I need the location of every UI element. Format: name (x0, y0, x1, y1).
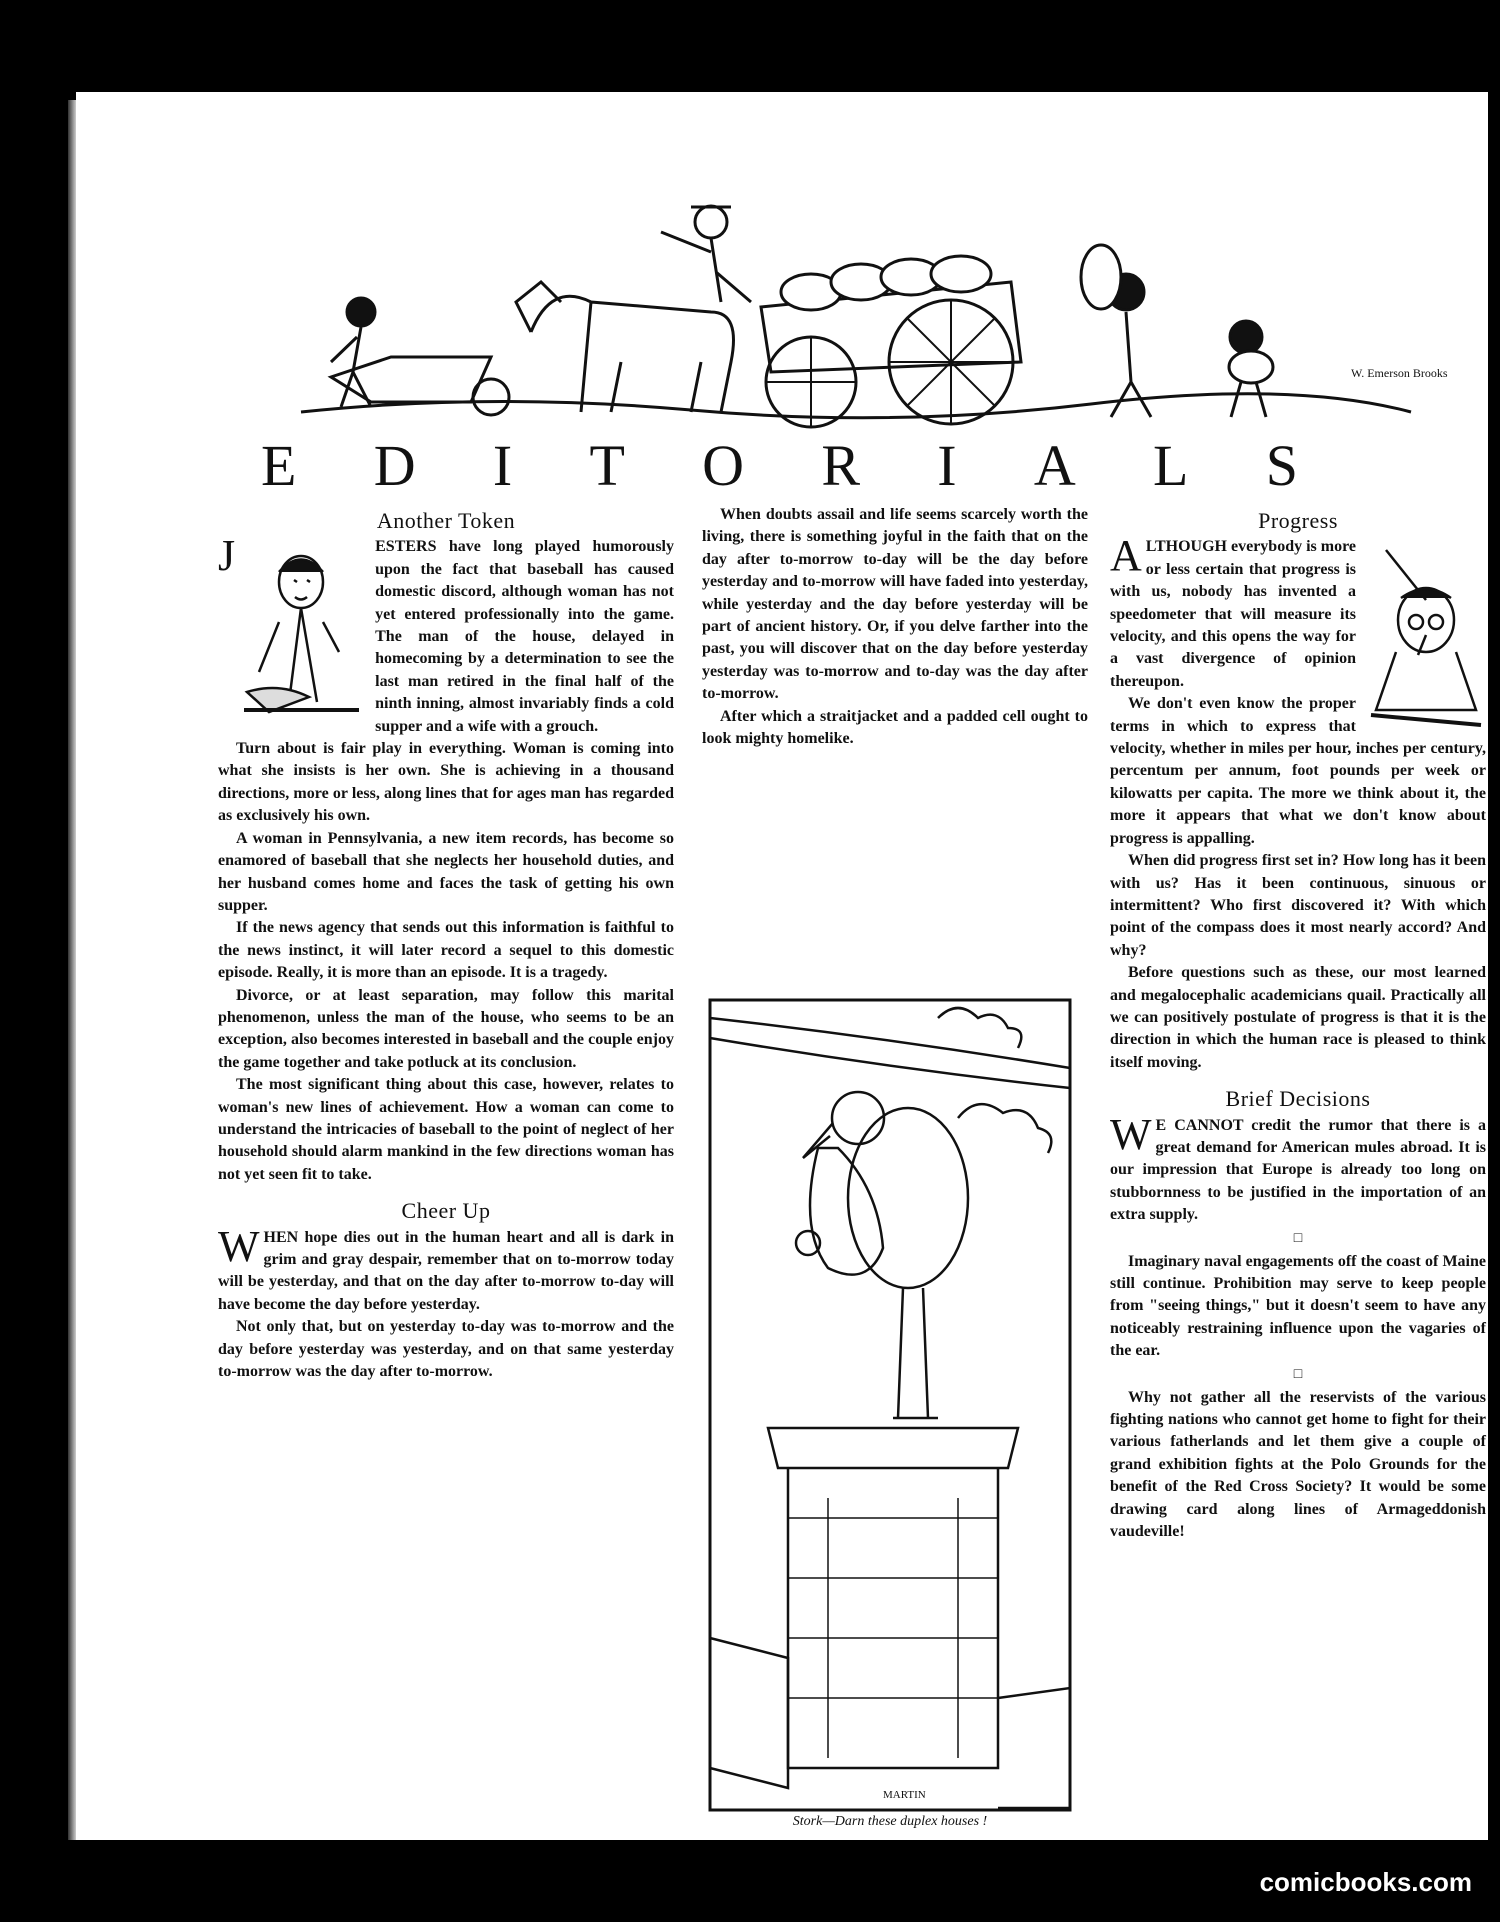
column-1 (218, 504, 674, 1383)
section-separator: □ (1293, 1230, 1303, 1246)
page-title (76, 432, 1488, 512)
drop-cap: J (218, 531, 236, 581)
article-heading-progress: Progress (1258, 508, 1338, 533)
stork-cartoon (708, 998, 1072, 1812)
masthead-artist-signature: W. Emerson Brooks (1351, 366, 1448, 380)
article-paragraph: Imaginary naval engagements off the coast of Maine still continue. Prohibition may serve to keep people from "seeing things," but it doesn't seem to have any noticeably restraining influence upon the vagaries of the ear. (1110, 1252, 1486, 1360)
title-letter: R (821, 433, 860, 498)
title-letter: I (492, 433, 513, 498)
article-paragraph: Not only that, but on yesterday to-day was to-morrow and the day before yesterday was yesterday, and on that same yesterday to-morrow was the day after to-morrow. (218, 1318, 674, 1381)
title-letter: A (1033, 433, 1076, 498)
title-letter: T (589, 433, 625, 498)
article-heading-cheer-up: Cheer Up (401, 1198, 491, 1224)
title-letter: S (1265, 433, 1298, 498)
cartoon-signature: MARTIN (883, 1789, 926, 1801)
caption-speaker: Stork (792, 1814, 823, 1829)
article-paragraph: W HEN hope dies out in the human heart and all is dark in grim and gray despair, remember that on to-morrow today will be yesterday, and that on the day after to-morrow to-day will have become the day before yesterday. (218, 1221, 674, 1313)
section-separator: □ (1293, 1366, 1303, 1382)
article-paragraph: We don't even know the proper terms in which to express that velocity, whether in miles per hour, inches per century, percentum per annum, foot pounds per week or kilowatts per capita. The more we think about it, the more it appears that what we don't know about progress is appalling. (1110, 695, 1486, 847)
drop-cap: W (1110, 1109, 1152, 1159)
site-watermark: comicbooks.com (1259, 1867, 1472, 1897)
woman-baseball-illustration (239, 542, 365, 720)
column-3 (1110, 504, 1486, 1543)
title-letter: I (937, 433, 957, 498)
article-paragraph: When doubts assail and life seems scarcely worth the living, there is something joyful in the faith that on the day after to-morrow to-day will be the day before yesterday and to-morrow will have faded into yesterday, while yesterday and the day before yesterday will be part of ancient history. Or, if you delve farther into the past, you will discover that on the day before yesterday yesterday was to-morrow and to-day was the day after to-morrow. (702, 506, 1088, 703)
masthead-illustration (291, 162, 1448, 422)
professor-illustration (1366, 540, 1486, 730)
title-letter: L (1153, 433, 1189, 498)
article-paragraph: Divorce, or at least separation, may follow this marital phenomenon, unless the man of the house, who seems to be an exception, also becomes interested in baseball and the couple enjoy the game together and take potluck at its conclusion. (218, 986, 674, 1071)
article-paragraph: Turn about is fair play in everything. Woman is coming into what she insists is her own. She is achieving in a thousand directions, more or less, along lines that for ages man has regarded as exclusively his own. (218, 740, 674, 825)
article-heading-another-token: Another Token (376, 508, 516, 533)
drop-cap: A (1110, 531, 1142, 581)
magazine-page (76, 92, 1488, 1840)
caption-text: —Darn these duplex houses ! (822, 1814, 988, 1829)
cartoon-caption (708, 1814, 1072, 1830)
article-paragraph: If the news agency that sends out this information is faithful to the news instinct, it will later record a sequel to this domestic episode. Really, it is more than an episode. It is a tragedy. (218, 919, 674, 982)
article-paragraph: Why not gather all the reservists of the various fighting nations who cannot get home to fight for their various fatherlands and let them give a couple of grand exhibition fights at the Polo Grounds for the benefit of the Red Cross Society? It would be some drawing card along lines of Armageddonish vaudeville! (1110, 1388, 1486, 1541)
article-paragraph: A woman in Pennsylvania, a new item records, has become so enamored of baseball that she neglects her household duties, and her husband comes home and faces the task of getting his own supper. (218, 829, 674, 914)
title-letter: O (702, 433, 745, 498)
article-paragraph: When did progress first set in? How long has it been with us? Has it been continuous, sinuous or intermittent? Who first discovered it? With which point of the compass does it most nearly accord? And why? (1110, 852, 1486, 959)
article-paragraph: The most significant thing about this case, however, relates to woman's new lines of achievement. How a woman can come to understand the intricacies of baseball to the point of neglect of her household should alarm mankind in the few directions woman has not yet seen fit to take. (218, 1076, 674, 1183)
article-heading-brief-decisions: Brief Decisions (1225, 1086, 1371, 1112)
drop-cap: W (218, 1221, 260, 1271)
column-2 (702, 504, 1088, 750)
article-paragraph: Before questions such as these, our most learned and megalocephalic academicians quail. Practically all we can positively postulate of progress is that it is the direction in which the human race is pleased to think itself moving. (1110, 964, 1486, 1071)
article-paragraph: After which a straitjacket and a padded cell ought to look mighty homelike. (702, 707, 1088, 748)
article-paragraph: J ESTERS have long played humorously upon the fact that baseball has caused domestic discord, although woman has not yet entered professionally into the game. The man of the house, delayed in homecoming by a determination to see the last man retired in the final half of the ninth inning, almost invariably finds a cold supper and a wife with a grouch. (218, 531, 674, 735)
article-paragraph: W E CANNOT credit the rumor that there is a great demand for American mules abroad. It is our impression that Europe is already too long on stubbornness to be justified in the importation of an extra supply. (1110, 1109, 1486, 1224)
article-paragraph: A LTHOUGH everybody is more or less certain that progress is with us, nobody has invented a speedometer that will measure its velocity, and this opens the way for a vast divergence of opinion thereupon. (1110, 536, 1486, 693)
title-letter: D (373, 433, 416, 498)
title-letter: E (261, 433, 297, 498)
